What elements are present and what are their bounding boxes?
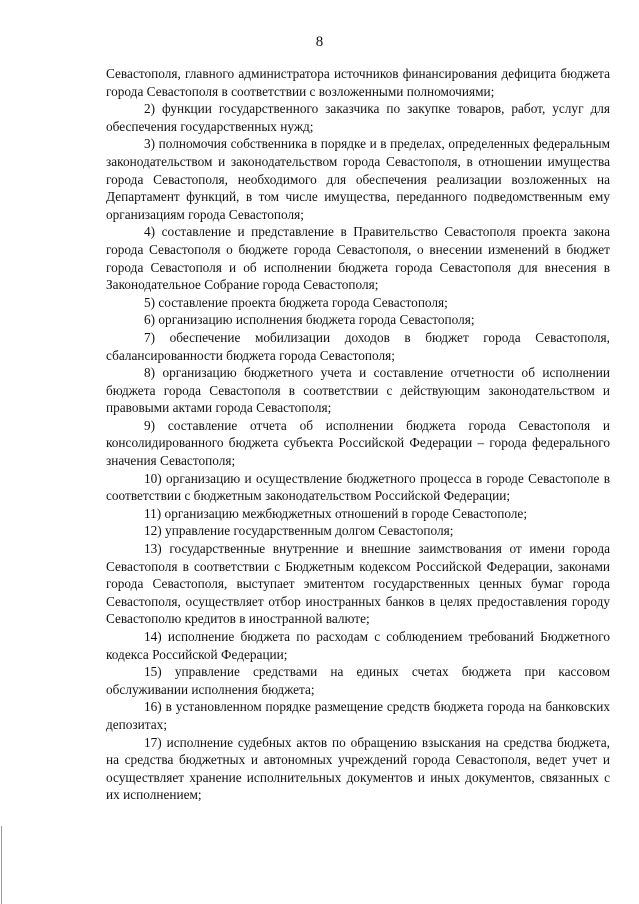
list-item-7: 7) обеспечение мобилизации доходов в бюджет города Севастополя, сбалансированности бюджета города Севастополя; — [106, 329, 610, 363]
list-item-8: 8) организацию бюджетного учета и составление отчетности об исполнении бюджета города Севастополя в соответствии с действующим законодательством и правовыми актами города Севастополя; — [106, 365, 610, 416]
page-number: 8 — [315, 34, 324, 50]
list-item-13: 13) государственные внутренние и внешние заимствования от имени города Севастополя в соответствии с Бюджетным кодексом Российской Федерации, законами города Севастополя, выступает эмитентом государственных ценных бумаг города Севастополя, осуществляет отбор иностранных банков в целях предоставления городу Севастополю кредитов в иностранной валюте; — [106, 541, 610, 627]
list-item-6: 6) организацию исполнения бюджета города Севастополя; — [144, 312, 475, 328]
list-item-16: 16) в установленном порядке размещение средств бюджета города на банковских депозитах; — [106, 699, 610, 732]
list-item-17: 17) исполнение судебных актов по обращению взыскания на средства бюджета, на средства бюджетных и автономных учреждений города Севастополя, ведет учет и осуществляет хранение исполнительных документов и иных документов, связанных с их исполнением; — [106, 734, 610, 803]
list-item-10: 10) организацию и осуществление бюджетного процесса в городе Севастополе в соответствии с бюджетным законодательством Российской Федерации; — [106, 470, 610, 504]
list-item-11: 11) организацию межбюджетных отношений в городе Севастополе; — [144, 505, 528, 521]
list-item-14: 14) исполнение бюджета по расходам с соблюдением требований Бюджетного кодекса Российской Федерации; — [106, 629, 610, 662]
document-body — [106, 65, 610, 804]
scan-edge-line — [1, 826, 2, 904]
list-item-3: 3) полномочия собственника в порядке и в пределах, определенных федеральным законодательством и законодательством города Севастополя, в отношении имущества города Севастополя, необходимого для обеспечения реализации возложенных на Департамент функций, в том числе имущества, переданного подведомственным ему организациям города Севастополя; — [106, 136, 610, 222]
list-item-12: 12) управление государственным долгом Севастополя; — [144, 523, 454, 539]
list-item-9: 9) составление отчета об исполнении бюджета города Севастополя и консолидированного бюджета субъекта Российской Федерации – города федерального значения Севастополя; — [106, 417, 610, 469]
list-item-5: 5) составление проекта бюджета города Севастополя; — [144, 294, 448, 310]
paragraph-continuation: Севастополя, главного администратора источников финансирования дефицита бюджета города Севастополя в соответствии с возложенными полномочиями; — [106, 66, 610, 99]
list-item-4: 4) составление и представление в Правительство Севастополя проекта закона города Севастополя о бюджете города Севастополя, о внесении изменений в бюджет города Севастополя и об исполнении бюджета города Севастополя для внесения в Законодательное Собрание города Севастополя; — [106, 224, 610, 293]
list-item-15: 15) управление средствами на единых счетах бюджета при кассовом обслуживании исполнения бюджета; — [106, 664, 610, 697]
list-item-2: 2) функции государственного заказчика по закупке товаров, работ, услуг для обеспечения государственных нужд; — [106, 101, 610, 134]
